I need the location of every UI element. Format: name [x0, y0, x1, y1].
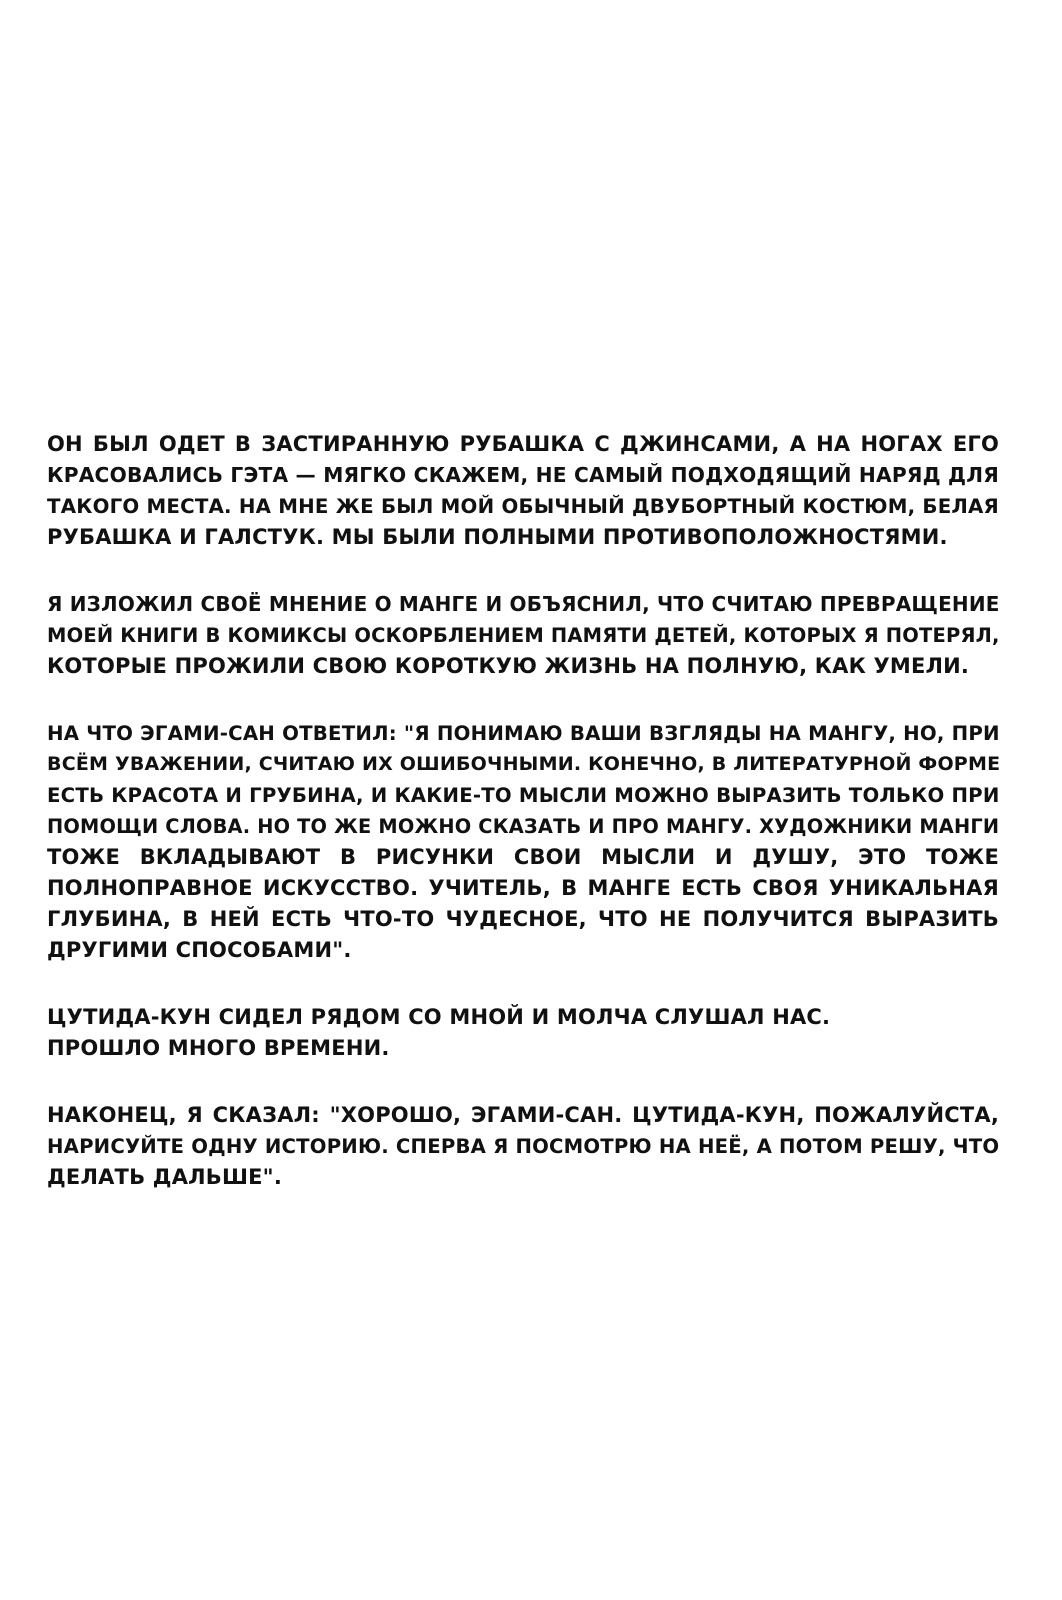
text-line: ПОМОЩИ СЛОВА. НО ТО ЖЕ МОЖНО СКАЗАТЬ И ПРО МАНГУ. ХУДОЖНИКИ МАНГИ	[47, 815, 1000, 838]
text-line: ВСЁМ УВАЖЕНИИ, СЧИТАЮ ИХ ОШИБОЧНЫМИ. КОНЕЧНО, В ЛИТЕРАТУРНОЙ ФОРМЕ	[47, 753, 1001, 775]
text-line: ЦУТИДА-КУН СИДЕЛ РЯДОМ СО МНОЙ И МОЛЧА СЛУШАЛ НАС.	[47, 1005, 831, 1029]
text-line: КРАСОВАЛИСЬ ГЭТА — МЯГКО СКАЖЕМ, НЕ САМЫЙ ПОДХОДЯЩИЙ НАРЯД ДЛЯ	[47, 463, 999, 487]
paragraph-2	[47, 589, 999, 682]
paragraph-1	[47, 429, 999, 553]
text-line: НА ЧТО ЭГАМИ-САН ОТВЕТИЛ: "Я ПОНИМАЮ ВАШИ ВЗГЛЯДЫ НА МАНГУ, НО, ПРИ	[47, 722, 1000, 745]
text-line: Я ИЗЛОЖИЛ СВОЁ МНЕНИЕ О МАНГЕ И ОБЪЯСНИЛ, ЧТО СЧИТАЮ ПРЕВРАЩЕНИЕ	[47, 592, 1000, 616]
text-line: ЕСТЬ КРАСОТА И ГРУБИНА, И КАКИЕ-ТО МЫСЛИ МОЖНО ВЫРАЗИТЬ ТОЛЬКО ПРИ	[47, 784, 1000, 807]
paragraph-3	[47, 718, 999, 966]
text-line: ТОЖЕ ВКЛАДЫВАЮТ В РИСУНКИ СВОИ МЫСЛИ И ДУШУ, ЭТО ТОЖЕ	[47, 845, 999, 869]
text-line: НАРИСУЙТЕ ОДНУ ИСТОРИЮ. СПЕРВА Я ПОСМОТРЮ НА НЕЁ, А ПОТОМ РЕШУ, ЧТО	[47, 1135, 1000, 1158]
text-line: ДЕЛАТЬ ДАЛЬШЕ".	[47, 1165, 282, 1189]
text-line: КОТОРЫЕ ПРОЖИЛИ СВОЮ КОРОТКУЮ ЖИЗНЬ НА ПОЛНУЮ, КАК УМЕЛИ.	[47, 654, 970, 678]
text-line: ТАКОГО МЕСТА. НА МНЕ ЖЕ БЫЛ МОЙ ОБЫЧНЫЙ ДВУБОРТНЫЙ КОСТЮМ, БЕЛАЯ	[47, 495, 999, 518]
text-line: НАКОНЕЦ, Я СКАЗАЛ: "ХОРОШО, ЭГАМИ-САН. ЦУТИДА-КУН, ПОЖАЛУЙСТА,	[47, 1103, 999, 1127]
text-line: ДРУГИМИ СПОСОБАМИ".	[47, 938, 352, 962]
text-line: ПОЛНОПРАВНОЕ ИСКУССТВО. УЧИТЕЛЬ, В МАНГЕ ЕСТЬ СВОЯ УНИКАЛЬНАЯ	[47, 876, 999, 900]
story-text	[47, 429, 999, 1229]
text-line: ГЛУБИНА, В НЕЙ ЕСТЬ ЧТО-ТО ЧУДЕСНОЕ, ЧТО НЕ ПОЛУЧИТСЯ ВЫРАЗИТЬ	[47, 907, 999, 931]
text-line: ПРОШЛО МНОГО ВРЕМЕНИ.	[47, 1036, 390, 1060]
text-line: ОН БЫЛ ОДЕТ В ЗАСТИРАННУЮ РУБАШКА С ДЖИНСАМИ, А НА НОГАХ ЕГО	[47, 432, 999, 456]
paragraph-4	[47, 1002, 999, 1064]
paragraph-5	[47, 1100, 999, 1193]
text-line: МОЕЙ КНИГИ В КОМИКСЫ ОСКОРБЛЕНИЕМ ПАМЯТИ ДЕТЕЙ, КОТОРЫХ Я ПОТЕРЯЛ,	[47, 624, 1000, 647]
text-line: РУБАШКА И ГАЛСТУК. МЫ БЫЛИ ПОЛНЫМИ ПРОТИВОПОЛОЖНОСТЯМИ.	[47, 525, 948, 549]
